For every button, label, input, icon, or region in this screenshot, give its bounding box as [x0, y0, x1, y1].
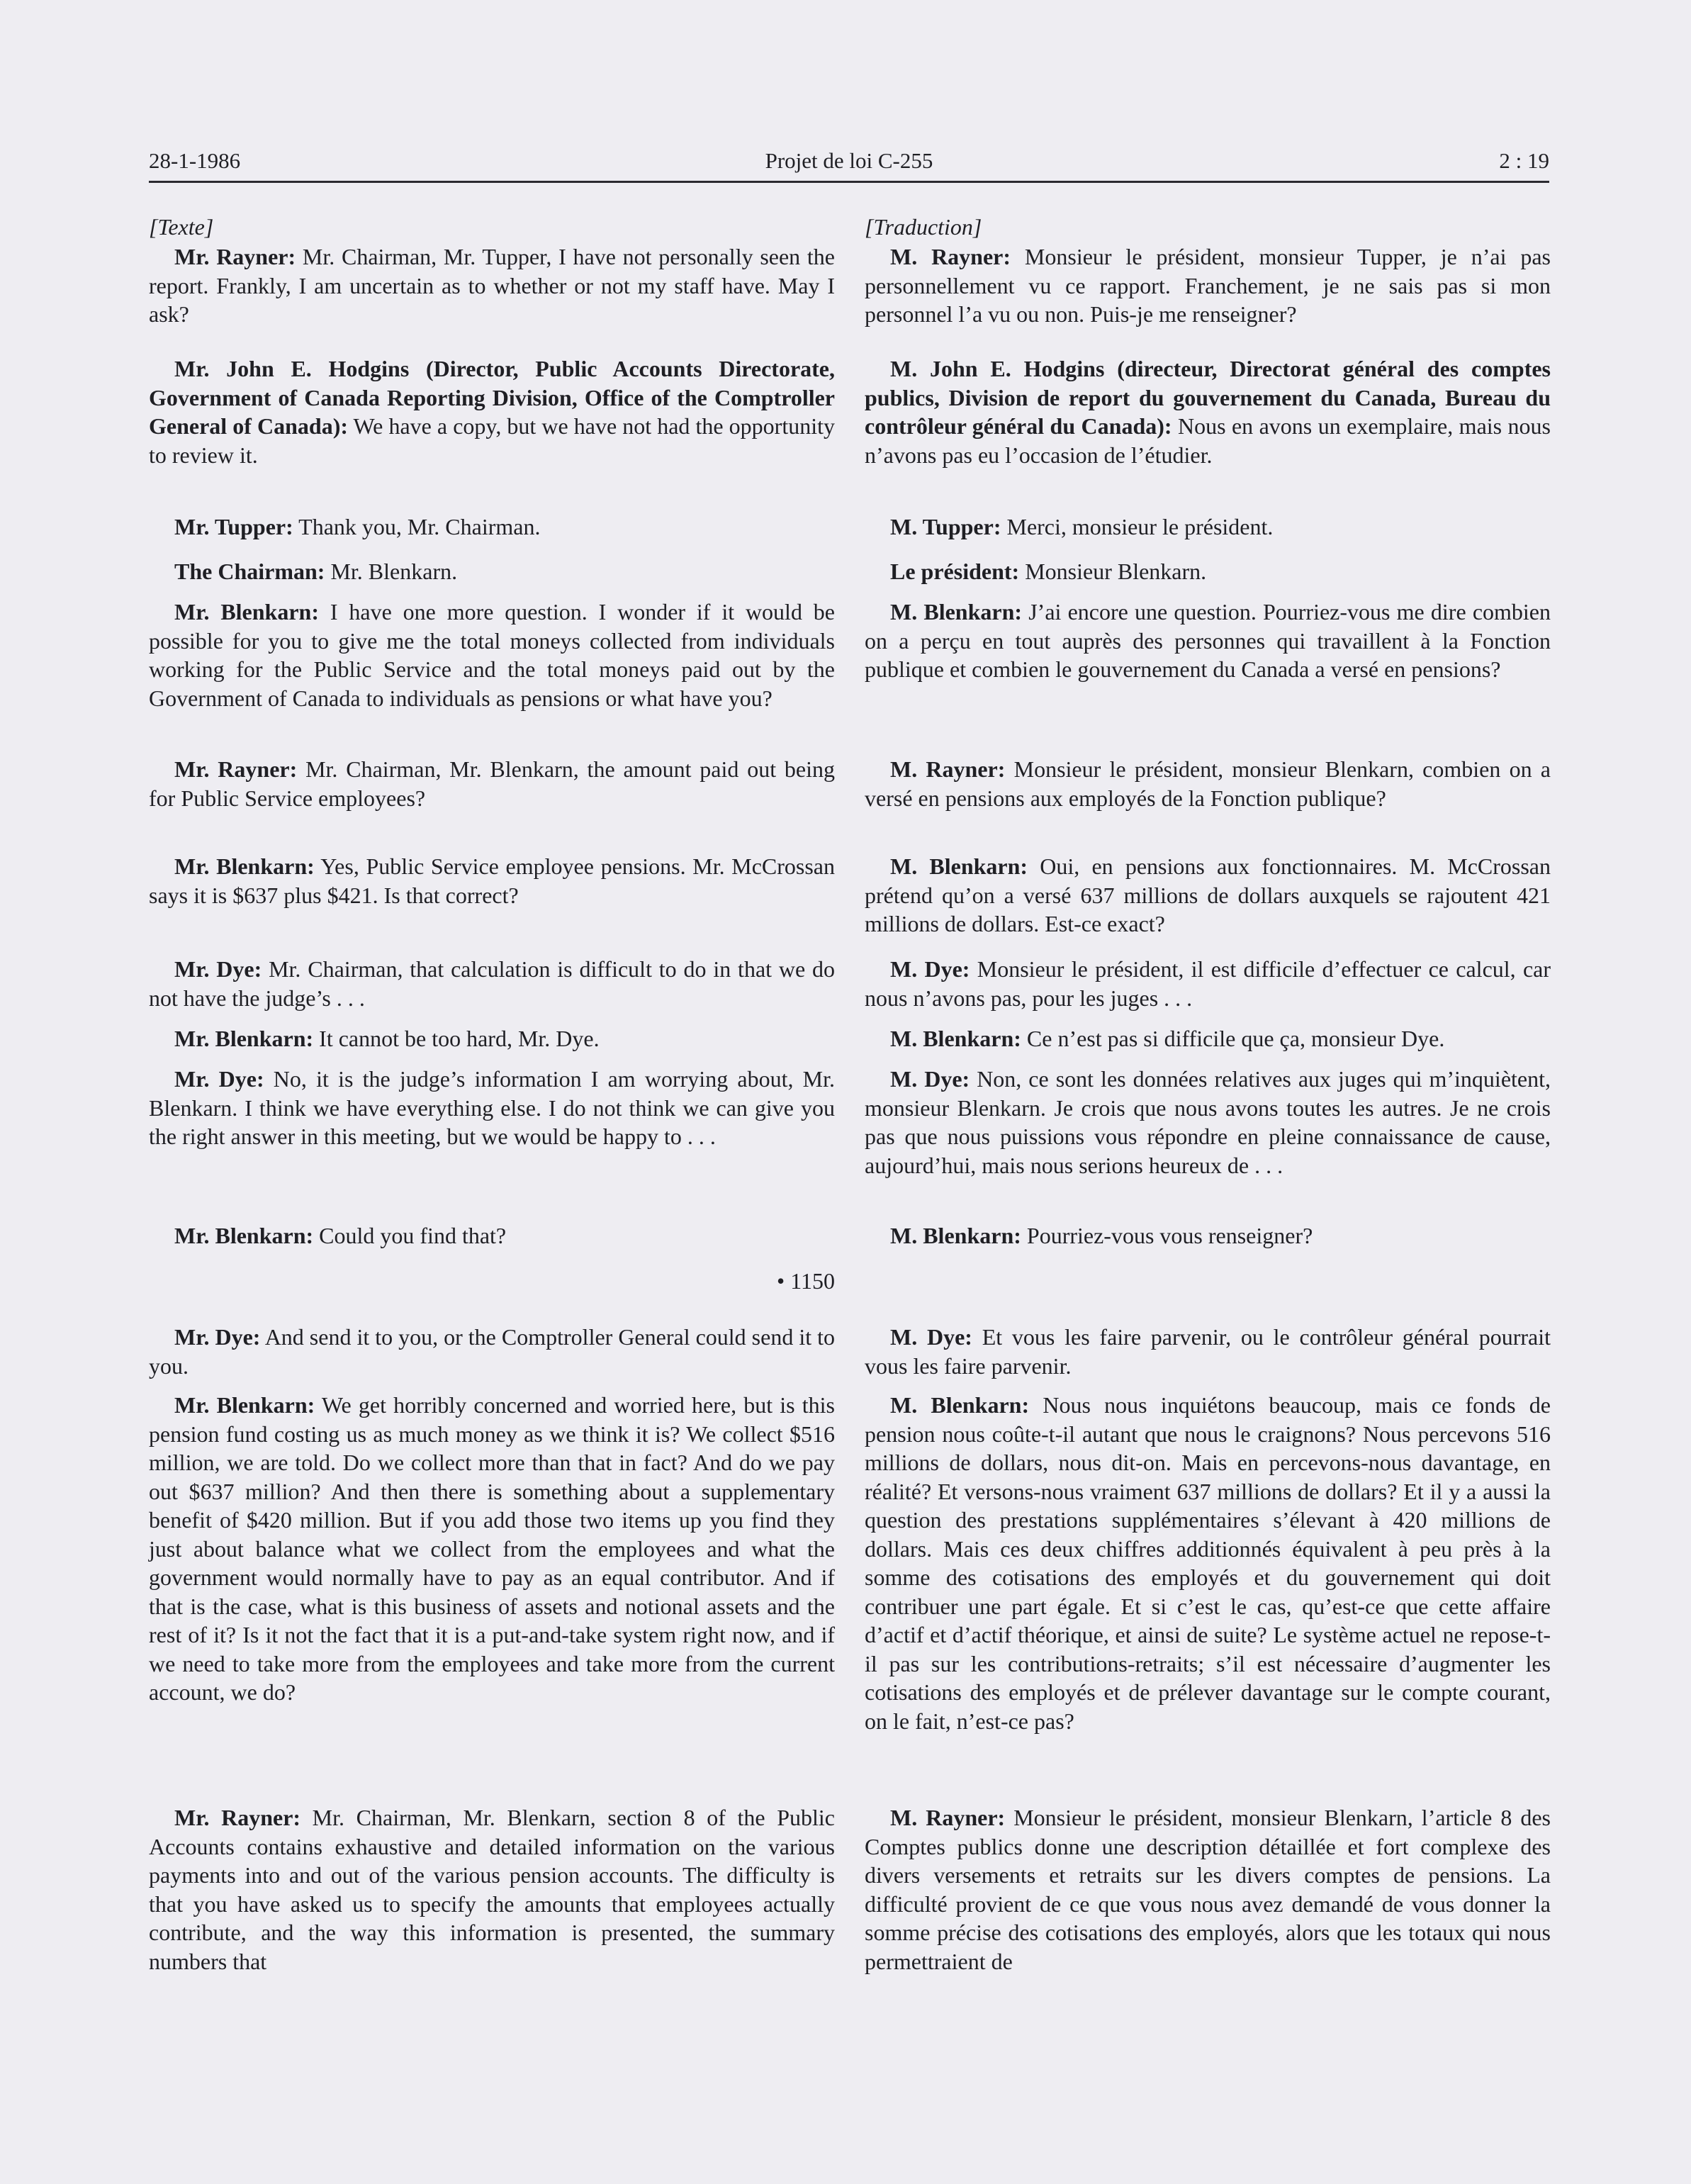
speech: We get horribly concerned and worried here, but is this pension fund costing us as much money as we think it is? We collect $516 million, we are told. Do we collect more than that in fact? And do we pay out $637 million? And then there is something about a supplementary benefit of $420 million. But if you add those two items up you find they just about balance what we collect from the employees and what the government would normally have to pay as an equal contributor. And if that is the case, what is this business of assets and notional assets and the rest of it? Is it not the fact that it is a put-and-take system right now, and if we need to take more from the employees and take more from the current account, we do?: [149, 1392, 836, 1705]
header-page-number: 2 : 19: [1499, 148, 1549, 173]
paragraph: [865, 1803, 1551, 1976]
paragraph: [865, 557, 1551, 586]
paragraph: [149, 1065, 835, 1151]
paragraph: [865, 1024, 1551, 1053]
speaker: Mr. Blenkarn:: [174, 853, 315, 879]
paragraph: [149, 557, 835, 586]
speech: Monsieur le président, monsieur Blenkarn, l’article 8 des Comptes publics donne une description détaillée et fort complexe des divers versements et retraits sur les divers comptes de pensions. La difficulté provient de ce que vous nous avez demandé de vous donner la somme précise des cotisations des employés, alors que les totaux qui nous permettraient de: [865, 1805, 1551, 1974]
paragraph: [865, 1065, 1551, 1180]
speech: Non, ce sont les données relatives aux juges qui m’inquiètent, monsieur Blenkarn. Je crois que nous avons toutes les autres. Je ne crois pas que nous puissions vous répondre en pleine connaissance de cause, aujourd’hui, mais nous serions heureux de . . .: [865, 1066, 1551, 1178]
speech: And send it to you, or the Comptroller General could send it to you.: [149, 1324, 836, 1379]
speech: Yes, Public Service employee pensions. Mr. McCrossan says it is $637 plus $421. Is that correct?: [149, 853, 836, 908]
paragraph: [149, 955, 835, 1012]
speaker: M. Blenkarn:: [890, 1223, 1021, 1248]
paragraph: [149, 852, 835, 909]
speech: I have one more question. I wonder if it would be possible for you to give me the total moneys collected from individuals working for the Public Service and the total moneys paid out by the Government of Canada to individuals as pensions or what have you?: [149, 599, 836, 711]
speaker: Mr. Dye:: [174, 1066, 264, 1092]
paragraph: [865, 598, 1551, 684]
speaker: Mr. Dye:: [174, 956, 262, 982]
speech: Could you find that?: [313, 1223, 507, 1248]
paragraph: [149, 1221, 835, 1250]
speaker: Mr. Tupper:: [174, 514, 293, 539]
speaker: Mr. Blenkarn:: [174, 599, 320, 625]
section-heading: [Texte]: [149, 214, 214, 240]
speaker: Mr. Blenkarn:: [174, 1026, 314, 1051]
section-heading: [Traduction]: [865, 214, 982, 240]
paragraph: [865, 1323, 1551, 1380]
speech: No, it is the judge’s information I am worrying about, Mr. Blenkarn. I think we have everything else. I do not think we can give you the right answer in this meeting, but we would be happy to . . .: [149, 1066, 836, 1149]
paragraph: [149, 354, 835, 469]
header-date: 28-1-1986: [149, 148, 241, 173]
speaker: Mr. John E. Hodgins (Director, Public Accounts Directorate, Government of Canada Reporting Division, Office of the Comptroller General of Canada):: [149, 356, 835, 439]
speech: J’ai encore une question. Pourriez-vous me dire combien on a perçu en tout auprès des personnes qui travaillent à la Fonction publique et combien le gouvernement du Canada a versé en pensions?: [865, 599, 1551, 682]
speech: Et vous les faire parvenir, ou le contrôleur général pourrait vous les faire parvenir.: [865, 1324, 1551, 1379]
paragraph: [865, 1391, 1551, 1735]
speech: Mr. Blenkarn.: [325, 559, 458, 584]
speaker: The Chairman:: [174, 559, 325, 584]
speech: Monsieur Blenkarn.: [1019, 559, 1207, 584]
speaker: M. Rayner:: [890, 756, 1006, 782]
speaker: M. Dye:: [890, 1324, 972, 1350]
speaker: M. Dye:: [890, 1066, 970, 1092]
speech: Nous en avons un exemplaire, mais nous n’avons pas eu l’occasion de l’étudier.: [865, 413, 1551, 468]
paragraph: [865, 242, 1551, 329]
speaker: Mr. Blenkarn:: [174, 1223, 314, 1248]
paragraph: [149, 1323, 835, 1380]
paragraph: [149, 513, 835, 542]
speaker: M. Blenkarn:: [890, 853, 1028, 879]
speech: Thank you, Mr. Chairman.: [293, 514, 541, 539]
speaker: M. Dye:: [890, 956, 970, 982]
paragraph: [865, 852, 1551, 939]
speech: Nous nous inquiétons beaucoup, mais ce fonds de pension nous coûte-t-il autant que nous le craignons? Nous percevons 516 millions de dollars, nous dit-on. Mais en percevons-nous davantage, en réalité? Et versons-nous vraiment 637 millions de dollars? Et il y a aussi la question des prestations supplémentaires s’élevant à 420 millions de dollars. Mais ces deux chiffres additionnés équivalent à peu près à la somme des cotisations des employés et du gouvernement qui doit contribuer une part égale. Et si c’est le cas, qu’est-ce que cette affaire d’actif et d’actif théorique, et ainsi de suite? Le système actuel ne repose-t-il pas sur les contributions-retraits; s’il est nécessaire d’augmenter les cotisations des employés et de prélever davantage sur le compte courant, on le fait, n’est-ce pas?: [865, 1392, 1551, 1734]
speaker: M. John E. Hodgins (directeur, Directorat général des comptes publics, Division de report du gouvernement du Canada, Bureau du contrôleur général du Canada):: [865, 356, 1551, 439]
header-title: Projet de loi C-255: [765, 148, 933, 173]
speech: Monsieur le président, monsieur Blenkarn, combien on a versé en pensions aux employés de la Fonction publique?: [865, 756, 1551, 811]
paragraph: [149, 598, 835, 712]
speech: Mr. Chairman, Mr. Blenkarn, section 8 of the Public Accounts contains exhaustive and detailed information on the various payments into and out of the various pension accounts. The difficulty is that you have asked us to specify the amounts that employees actually contribute, and the way this information is presented, the summary numbers that: [149, 1805, 836, 1974]
speaker: Mr. Blenkarn:: [174, 1392, 315, 1418]
time-marker: • 1150: [776, 1268, 835, 1294]
speech: Monsieur le président, monsieur Tupper, je n’ai pas personnellement vu ce rapport. Franchement, je ne sais pas si mon personnel l’a vu ou non. Puis-je me renseigner?: [865, 244, 1551, 327]
speech: Oui, en pensions aux fonctionnaires. M. McCrossan prétend qu’on a versé 637 millions de dollars auxquels se rajoutent 421 millions de dollars. Est-ce exact?: [865, 853, 1551, 936]
speaker: M. Rayner:: [890, 244, 1011, 269]
speaker: Mr. Dye:: [174, 1324, 261, 1350]
speech: Mr. Chairman, Mr. Tupper, I have not personally seen the report. Frankly, I am uncertain as to whether or not my staff have. May I ask?: [149, 244, 836, 327]
paragraph: [865, 1221, 1551, 1250]
speaker: Le président:: [890, 559, 1020, 584]
speaker: Mr. Rayner:: [174, 244, 296, 269]
speaker: Mr. Rayner:: [174, 1805, 301, 1830]
paragraph: [149, 1391, 835, 1707]
speaker: M. Blenkarn:: [890, 1026, 1021, 1051]
speech: Monsieur le président, il est difficile d’effectuer ce calcul, car nous n’avons pas, pour les juges . . .: [865, 956, 1551, 1011]
speaker: M. Blenkarn:: [890, 1392, 1030, 1418]
speech: Mr. Chairman, that calculation is difficult to do in that we do not have the judge’s . . .: [149, 956, 836, 1011]
speaker: M. Tupper:: [890, 514, 1001, 539]
paragraph: [149, 755, 835, 812]
paragraph: [865, 354, 1551, 469]
speech: It cannot be too hard, Mr. Dye.: [313, 1026, 600, 1051]
paragraph: [865, 955, 1551, 1012]
paragraph: [149, 1024, 835, 1053]
paragraph: [149, 242, 835, 329]
speech: We have a copy, but we have not had the opportunity to review it.: [149, 413, 835, 468]
speech: Mr. Chairman, Mr. Blenkarn, the amount paid out being for Public Service employees?: [149, 756, 836, 811]
speech: Ce n’est pas si difficile que ça, monsieur Dye.: [1021, 1026, 1445, 1051]
paragraph: [149, 1803, 835, 1976]
paragraph: [865, 755, 1551, 812]
paragraph: [865, 513, 1551, 542]
speaker: Mr. Rayner:: [174, 756, 298, 782]
speech: Merci, monsieur le président.: [1001, 514, 1274, 539]
speaker: M. Blenkarn:: [890, 599, 1023, 625]
speaker: M. Rayner:: [890, 1805, 1006, 1830]
page-header: [149, 145, 1549, 183]
speech: Pourriez-vous vous renseigner?: [1021, 1223, 1313, 1248]
